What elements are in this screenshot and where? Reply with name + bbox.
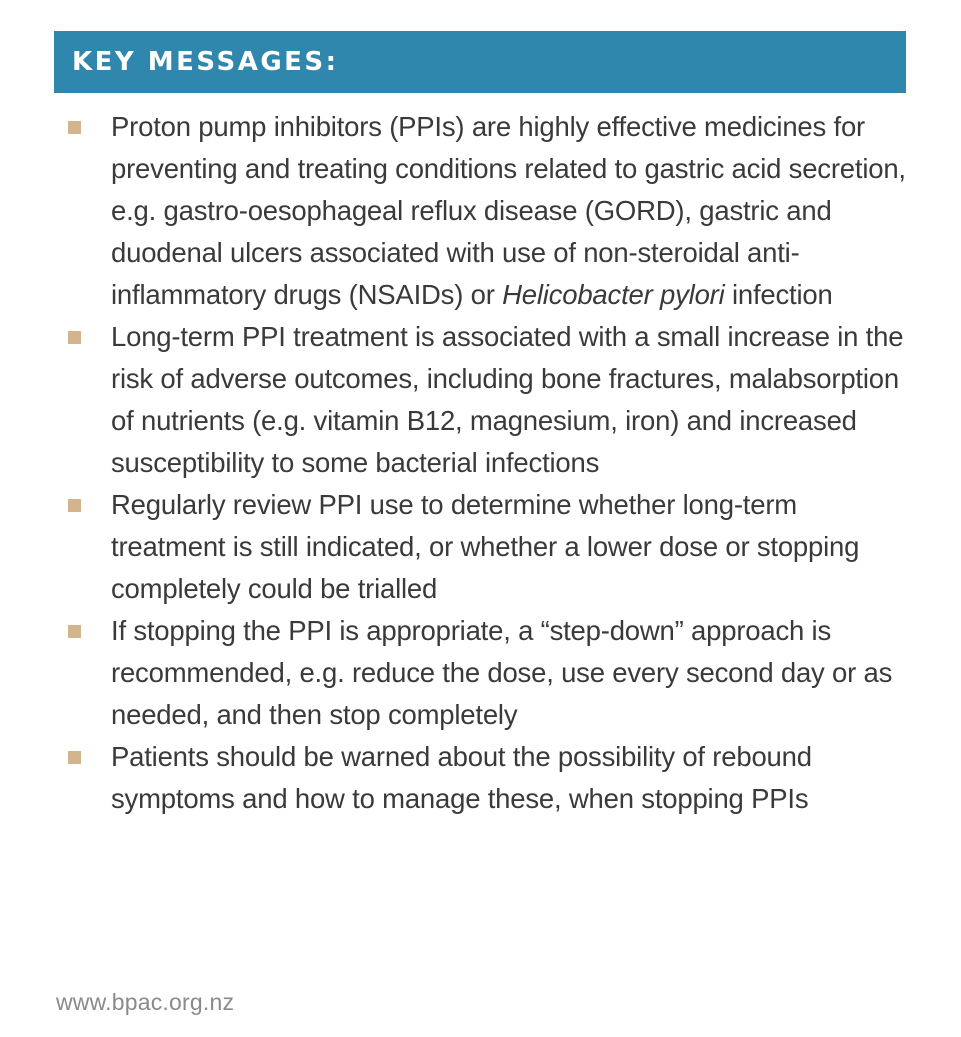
square-bullet-icon	[68, 751, 81, 764]
key-messages-header	[54, 31, 906, 93]
square-bullet-icon	[68, 499, 81, 512]
square-bullet-icon	[68, 625, 81, 638]
message-text-end: infection	[724, 279, 833, 310]
list-item	[68, 106, 918, 316]
header-title: KEY MESSAGES:	[72, 47, 339, 77]
list-item	[68, 316, 918, 484]
key-messages-list	[68, 106, 918, 820]
list-item	[68, 484, 918, 610]
message-text: Proton pump inhibitors (PPIs) are highly effective medicines for preventing and treating conditions related to gastric acid secretion, e.g. gastro-oesophageal reflux disease (GORD), gastric and duodenal ulcers associated with use of non-steroidal anti-inflammatory drugs (NSAIDs) or	[111, 111, 906, 310]
message-text: Regularly review PPI use to determine whether long-term treatment is still indicated, or whether a lower dose or stopping completely could be trialled	[111, 489, 860, 604]
list-item	[68, 610, 918, 736]
list-item	[68, 736, 918, 820]
message-text: Patients should be warned about the possibility of rebound symptoms and how to manage these, when stopping PPIs	[111, 741, 812, 814]
footer-url: www.bpac.org.nz	[56, 989, 235, 1015]
square-bullet-icon	[68, 121, 81, 134]
message-text: If stopping the PPI is appropriate, a “step-down” approach is recommended, e.g. reduce the dose, use every second day or as needed, and then stop completely	[111, 615, 893, 730]
square-bullet-icon	[68, 331, 81, 344]
message-text: Long-term PPI treatment is associated with a small increase in the risk of adverse outcomes, including bone fractures, malabsorption of nutrients (e.g. vitamin B12, magnesium, iron) and increased susceptibility to some bacterial infections	[111, 321, 904, 478]
message-italic-text: Helicobacter pylori	[502, 279, 725, 310]
